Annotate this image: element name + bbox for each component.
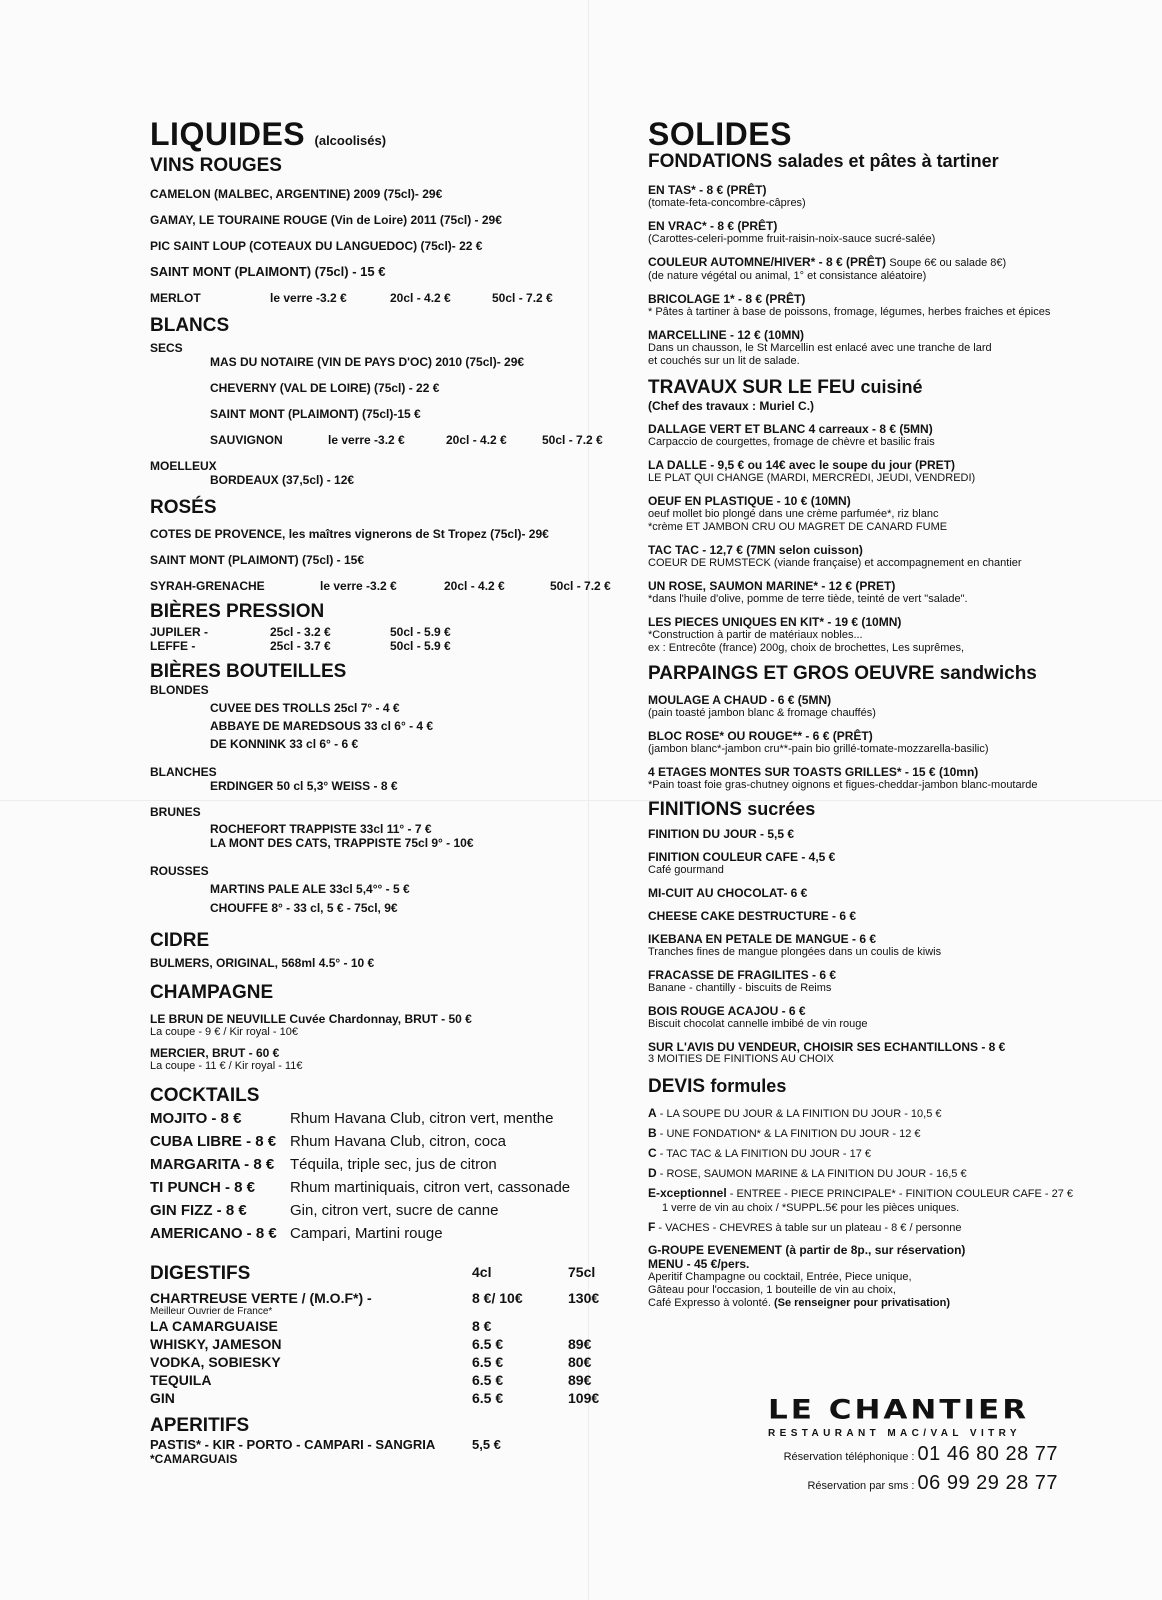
cocktail-desc: Rhum martiniquais, citron vert, cassonade [290,1179,571,1196]
price-50cl: 50cl - 7.2 € [542,433,603,447]
beer-row [150,639,620,653]
price-50cl: 50cl - 5.9 € [390,625,451,639]
digestif-row [150,1335,620,1353]
price-glass: le verre -3.2 € [328,433,405,447]
merlot-name: MERLOT [150,291,201,305]
reservation-phone [768,1443,1058,1466]
price-4cl: 6.5 € [472,1390,504,1406]
champagne-desc: La coupe - 11 € / Kir royal - 11€ [150,1060,303,1072]
dish-name: DALLAGE VERT ET BLANC 4 carreaux - 8 € (5MN) [648,422,933,436]
price-20cl: 20cl - 4.2 € [444,579,505,593]
price-25cl: 25cl - 3.7 € [270,639,331,653]
cocktail-name: GIN FIZZ - 8 € [150,1202,247,1219]
dish-extra: Soupe 6€ ou salade 8€) [889,257,1007,269]
devis-heading [648,1075,1098,1098]
dish-name: TAC TAC - 12,7 € (7MN selon cuisson) [648,543,863,557]
formula-row [648,1106,1098,1121]
formula-letter: D [648,1166,657,1180]
finitions-sub: sucrées [747,799,816,819]
syrah-name: SYRAH-GRENACHE [150,579,265,593]
formula-letter: F [648,1220,656,1234]
cocktail-name: MARGARITA - 8 € [150,1156,275,1173]
blancs-heading: BLANCS [150,315,230,336]
sms-number: 06 99 29 28 77 [917,1472,1058,1494]
sauvignon-name: SAUVIGNON [210,433,283,447]
digestif-row [150,1353,620,1371]
dessert-desc: Banane - chantilly - biscuits de Reims [648,982,832,994]
dish-desc: LE PLAT QUI CHANGE (MARDI, MERCREDI, JEUDI, VENDREDI) [648,472,976,484]
price-4cl: 6.5 € [472,1372,504,1388]
beer-item: ERDINGER 50 cl 5,3° WEISS - 8 € [210,779,398,793]
liquides-title [150,118,620,157]
price-25cl: 25cl - 3.2 € [270,625,331,639]
digestif-row [150,1389,620,1407]
dessert-name: FRACASSE DE FRAGILITES - 6 € [648,968,837,982]
reservation-sms [768,1472,1058,1495]
beer-item: ROCHEFORT TRAPPISTE 33cl 11° - 7 € [210,822,432,836]
dish-name: LES PIECES UNIQUES EN KIT* - 19 € (10MN) [648,615,902,629]
parpaings-sub: sandwichs [939,663,1037,684]
champagne-desc: La coupe - 9 € / Kir royal - 10€ [150,1026,298,1038]
price-glass: le verre -3.2 € [320,579,397,593]
price-75cl: 89€ [568,1336,592,1352]
formula-letter: C [648,1146,657,1160]
aperitif-note: *CAMARGUAIS [150,1452,238,1466]
formula-letter: A [648,1106,657,1120]
dessert-name: SUR L'AVIS DU VENDEUR, CHOISIR SES ECHANTILLONS - 8 € [648,1040,1006,1054]
dessert-name: BOIS ROUGE ACAJOU - 6 € [648,1004,806,1018]
fondations-heading [648,150,1098,173]
parpaings-heading-text: PARPAINGS ET GROS OEUVRE [648,663,935,684]
travaux-heading-text: TRAVAUX SUR LE FEU [648,377,856,398]
dish-desc: *crème ET JAMBON CRU OU MAGRET DE CANARD FUME [648,521,948,533]
beer-item: CUVEE DES TROLLS 25cl 7° - 4 € [210,701,400,715]
bieres-bouteilles-heading: BIÈRES BOUTEILLES [150,661,347,682]
price-4cl: 6.5 € [472,1336,504,1352]
wine-item: SAINT MONT (PLAIMONT) (75cl) - 15 € [150,264,386,279]
dessert-desc: 3 MOITIES DE FINITIONS AU CHOIX [648,1053,834,1065]
cocktail-desc: Rhum Havana Club, citron vert, menthe [290,1110,554,1127]
dish-desc: (de nature végétal ou animal, 1° et consistance aléatoire) [648,270,927,282]
dessert-desc: Biscuit chocolat cannelle imbibé de vin rouge [648,1018,868,1030]
dessert-name: IKEBANA EN PETALE DE MANGUE - 6 € [648,932,877,946]
dish-name: MOULAGE A CHAUD - 6 € (5MN) [648,693,832,707]
beer-item: ABBAYE DE MAREDSOUS 33 cl 6° - 4 € [210,719,434,733]
cocktail-name: TI PUNCH - 8 € [150,1179,256,1196]
wine-item: PIC SAINT LOUP (COTEAUX DU LANGUEDOC) (75cl)- 22 € [150,239,483,253]
formula-letter: B [648,1126,657,1140]
cocktail-name: CUBA LIBRE - 8 € [150,1133,277,1150]
digestif-name: CHARTREUSE VERTE / (M.O.F*) - [150,1290,372,1306]
champagne-heading: CHAMPAGNE [150,982,274,1003]
price-20cl: 20cl - 4.2 € [446,433,507,447]
dessert-name: FINITION COULEUR CAFE - 4,5 € [648,850,836,864]
digestif-name: TEQUILA [150,1372,212,1388]
liquides-note: (alcoolisés) [314,133,387,148]
formula-row [648,1126,1098,1141]
dish-name: UN ROSE, SAUMON MARINE* - 12 € (PRET) [648,579,896,593]
dish-desc: *dans l'huile d'olive, pomme de terre tiède, teinté de vert "salade". [648,593,968,605]
cocktail-row [150,1176,620,1199]
logo-name: LE CHANTIER [768,1394,1030,1426]
price-75cl: 89€ [568,1372,592,1388]
price-75cl: 130€ [568,1290,600,1306]
aperitif-list: PASTIS* - KIR - PORTO - CAMPARI - SANGRIA [150,1437,436,1452]
phone-label: Réservation téléphonique : [783,1451,915,1463]
fondations-sub: salades et pâtes à tartiner [777,151,999,171]
devis-heading-text: DEVIS [648,1076,706,1097]
dish-desc: COEUR DE RUMSTECK (viande française) et accompagnement en chantier [648,557,1022,569]
aperitif-price: 5,5 € [472,1437,501,1452]
dish-desc: oeuf mollet bio plongé dans une crème parfumée*, riz blanc [648,508,939,520]
groupe-title: G-ROUPE EVENEMENT (à partir de 8p., sur réservation) [648,1243,966,1257]
dessert-desc: Tranches fines de mangue plongées dans un coulis de kiwis [648,946,942,958]
syrah-row [150,579,620,593]
solides-title: SOLIDES [648,116,792,152]
digestif-name: VODKA, SOBIESKY [150,1354,281,1370]
price-4cl: 6.5 € [472,1354,504,1370]
dish-desc: ex : Entrecôte (france) 200g, choix de brochettes, Les suprêmes, [648,642,965,654]
price-4cl: 8 € [472,1318,492,1334]
aperitifs-heading: APERITIFS [150,1415,250,1436]
cocktail-name: AMERICANO - 8 € [150,1225,277,1242]
dish-name: 4 ETAGES MONTES SUR TOASTS GRILLES* - 15 € (10mn) [648,765,979,779]
beer-row [150,625,620,639]
fondations-heading-text: FONDATIONS [648,151,773,172]
wine-item: BORDEAUX (37,5cl) - 12€ [210,473,355,487]
beer-item: DE KONNINK 33 cl 6° - 6 € [210,737,359,751]
cidre-heading: CIDRE [150,930,210,951]
moelleux-label: MOELLEUX [150,459,217,473]
dish-desc: et couchés sur un lit de salade. [648,355,800,367]
cocktails-heading: COCKTAILS [150,1085,260,1106]
dish-name: LA DALLE - 9,5 € ou 14€ avec le soupe du jour (PRET) [648,458,955,472]
groupe-privatisation: (Se renseigner pour privatisation) [773,1297,951,1309]
sauvignon-row [210,433,620,447]
cocktail-desc: Rhum Havana Club, citron, coca [290,1133,506,1150]
price-4cl: 8 €/ 10€ [472,1290,523,1306]
brunes-label: BRUNES [150,805,201,819]
digestif-row [150,1317,620,1335]
price-75cl: 109€ [568,1390,600,1406]
dessert-desc: Café gourmand [648,864,724,876]
dish-desc: *Pain toast foie gras-chutney oignons et figues-cheddar-jambon blanc-moutarde [648,779,1038,791]
dessert-name: MI-CUIT AU CHOCOLAT- 6 € [648,886,808,900]
cocktail-desc: Téquila, triple sec, jus de citron [290,1156,497,1173]
cocktail-row [150,1199,620,1222]
price-50cl: 50cl - 5.9 € [390,639,451,653]
wine-item: CAMELON (MALBEC, ARGENTINE) 2009 (75cl)- 29€ [150,187,443,201]
champagne-item: LE BRUN DE NEUVILLE Cuvée Chardonnay, BRUT - 50 € [150,1012,472,1026]
finitions-heading-text: FINITIONS [648,799,742,820]
price-50cl: 50cl - 7.2 € [550,579,611,593]
logo-subtitle: RESTAURANT MAC/VAL VITRY [768,1428,1022,1439]
formula-letter: E-xceptionnel [648,1186,727,1200]
merlot-row [150,291,620,305]
digestifs-heading: DIGESTIFS [150,1263,251,1284]
liquides-title-text: LIQUIDES [150,116,306,152]
col-4cl: 4cl [472,1264,492,1280]
phone-number: 01 46 80 28 77 [917,1443,1058,1465]
wine-item: COTES DE PROVENCE, les maîtres vignerons de St Tropez (75cl)- 29€ [150,527,549,541]
formula-text: - ROSE, SAUMON MARINE & LA FINITION DU JOUR - 16,5 € [656,1168,967,1180]
price-75cl: 80€ [568,1354,592,1370]
formula-text: - ENTREE - PIECE PRINCIPALE* - FINITION COULEUR CAFE - 27 € [726,1188,1074,1200]
cocktail-row [150,1222,620,1245]
beer-name: JUPILER - [150,625,209,639]
wine-item: GAMAY, LE TOURAINE ROUGE (Vin de Loire) 2011 (75cl) - 29€ [150,213,502,227]
beer-item: CHOUFFE 8° - 33 cl, 5 € - 75cl, 9€ [210,901,398,915]
dish-name: BLOC ROSE* OU ROUGE** - 6 € (PRÊT) [648,729,873,743]
digestif-name: LA CAMARGUAISE [150,1318,278,1334]
chef-line: (Chef des travaux : Muriel C.) [648,399,815,413]
secs-label: SECS [150,341,183,355]
dish-desc: (tomate-feta-concombre-câpres) [648,197,806,209]
price-50cl: 50cl - 7.2 € [492,291,553,305]
col-75cl: 75cl [568,1264,596,1280]
cocktail-desc: Gin, citron vert, sucre de canne [290,1202,499,1219]
dessert-name: CHEESE CAKE DESTRUCTURE - 6 € [648,909,857,923]
dish-name: BRICOLAGE 1* - 8 € (PRÊT) [648,292,806,306]
beer-item: MARTINS PALE ALE 33cl 5,4°° - 5 € [210,882,410,896]
devis-sub: formules [710,1076,787,1096]
wine-item: SAINT MONT (PLAIMONT) (75cl)-15 € [210,407,421,421]
cidre-item: BULMERS, ORIGINAL, 568ml 4.5° - 10 € [150,956,375,970]
wine-item: CHEVERNY (VAL DE LOIRE) (75cl) - 22 € [210,381,440,395]
cocktail-row [150,1153,620,1176]
bieres-pression-heading: BIÈRES PRESSION [150,601,325,622]
cocktail-desc: Campari, Martini rouge [290,1225,443,1242]
solides-column [648,118,1098,1310]
vins-rouges-heading: VINS ROUGES [150,155,282,176]
digestif-row [150,1371,620,1389]
formula-row [648,1220,1098,1235]
wine-item: SAINT MONT (PLAIMONT) (75cl) - 15€ [150,553,365,567]
formula-text: - TAC TAC & LA FINITION DU JOUR - 17 € [656,1148,872,1160]
dish-name: OEUF EN PLASTIQUE - 10 € (10MN) [648,494,851,508]
dessert-name: FINITION DU JOUR - 5,5 € [648,827,795,841]
dish-desc: (jambon blanc*-jambon cru**-pain bio grillé-tomate-mozzarella-basilic) [648,743,989,755]
dish-desc: (pain toasté jambon blanc & fromage chauffés) [648,707,876,719]
price-glass: le verre -3.2 € [270,291,347,305]
cocktail-row [150,1130,620,1153]
formula-text: - VACHES - CHEVRES à table sur un plateau - 8 € / personne [655,1222,962,1234]
formula-text: - LA SOUPE DU JOUR & LA FINITION DU JOUR - 10,5 € [656,1108,942,1120]
beer-name: LEFFE - [150,639,196,653]
dish-row [648,255,1098,270]
groupe-line: Aperitif Champagne ou cocktail, Entrée, Piece unique, [648,1271,912,1283]
groupe-menu: MENU - 45 €/pers. [648,1257,750,1271]
formula-text: - UNE FONDATION* & LA FINITION DU JOUR - 12 € [656,1128,921,1140]
roses-heading: ROSÉS [150,497,217,518]
digestif-name: WHISKY, JAMESON [150,1336,282,1352]
digestifs-header [150,1263,620,1285]
liquides-column [150,118,620,1466]
dish-name: COULEUR AUTOMNE/HIVER* - 8 € (PRÊT) [648,255,887,269]
wine-item: MAS DU NOTAIRE (VIN DE PAYS D'OC) 2010 (75cl)- 29€ [210,355,525,369]
dish-name: MARCELLINE - 12 € (10MN) [648,328,805,342]
formula-row [648,1146,1098,1161]
dish-desc: Dans un chausson, le St Marcellin est enlacé avec une tranche de lard [648,342,992,354]
dish-desc: (Carottes-celeri-pomme fruit-raisin-noix-sauce sucré-salée) [648,233,936,245]
aperitif-row [150,1437,620,1452]
cocktail-name: MOJITO - 8 € [150,1110,242,1127]
groupe-line [648,1297,1098,1310]
parpaings-heading [648,663,1098,685]
dish-name: EN VRAC* - 8 € (PRÊT) [648,219,778,233]
champagne-item: MERCIER, BRUT - 60 € [150,1046,280,1060]
price-20cl: 20cl - 4.2 € [390,291,451,305]
finitions-heading [648,798,1098,821]
dish-name: EN TAS* - 8 € (PRÊT) [648,183,767,197]
blondes-label: BLONDES [150,683,209,697]
sms-label: Réservation par sms : [807,1480,915,1492]
dish-desc: Carpaccio de courgettes, fromage de chèvre et basilic frais [648,436,935,448]
blanches-label: BLANCHES [150,765,217,779]
groupe-line: Gâteau pour l'occasion, 1 bouteille de vin au choix, [648,1284,896,1296]
digestif-name: GIN [150,1390,175,1406]
dish-desc: * Pâtes à tartiner à base de poissons, fromage, légumes, herbes fraiches et épices [648,306,1051,318]
restaurant-logo [768,1394,1058,1495]
travaux-heading [648,376,1098,399]
digestif-note: Meilleur Ouvrier de France* [150,1306,273,1317]
groupe-last: Café Expresso à volonté. [648,1297,771,1309]
formula-more: 1 verre de vin au choix / *SUPPL.5€ pour les pièces uniques. [662,1202,960,1214]
travaux-sub: cuisiné [860,377,923,397]
rousses-label: ROUSSES [150,864,209,878]
formula-row [648,1186,1098,1201]
formula-row [648,1166,1098,1181]
digestif-row [150,1289,620,1307]
dish-desc: *Construction à partir de matériaux nobles... [648,629,863,641]
cocktail-row [150,1107,620,1130]
beer-item: LA MONT DES CATS, TRAPPISTE 75cl 9° - 10€ [210,836,474,850]
